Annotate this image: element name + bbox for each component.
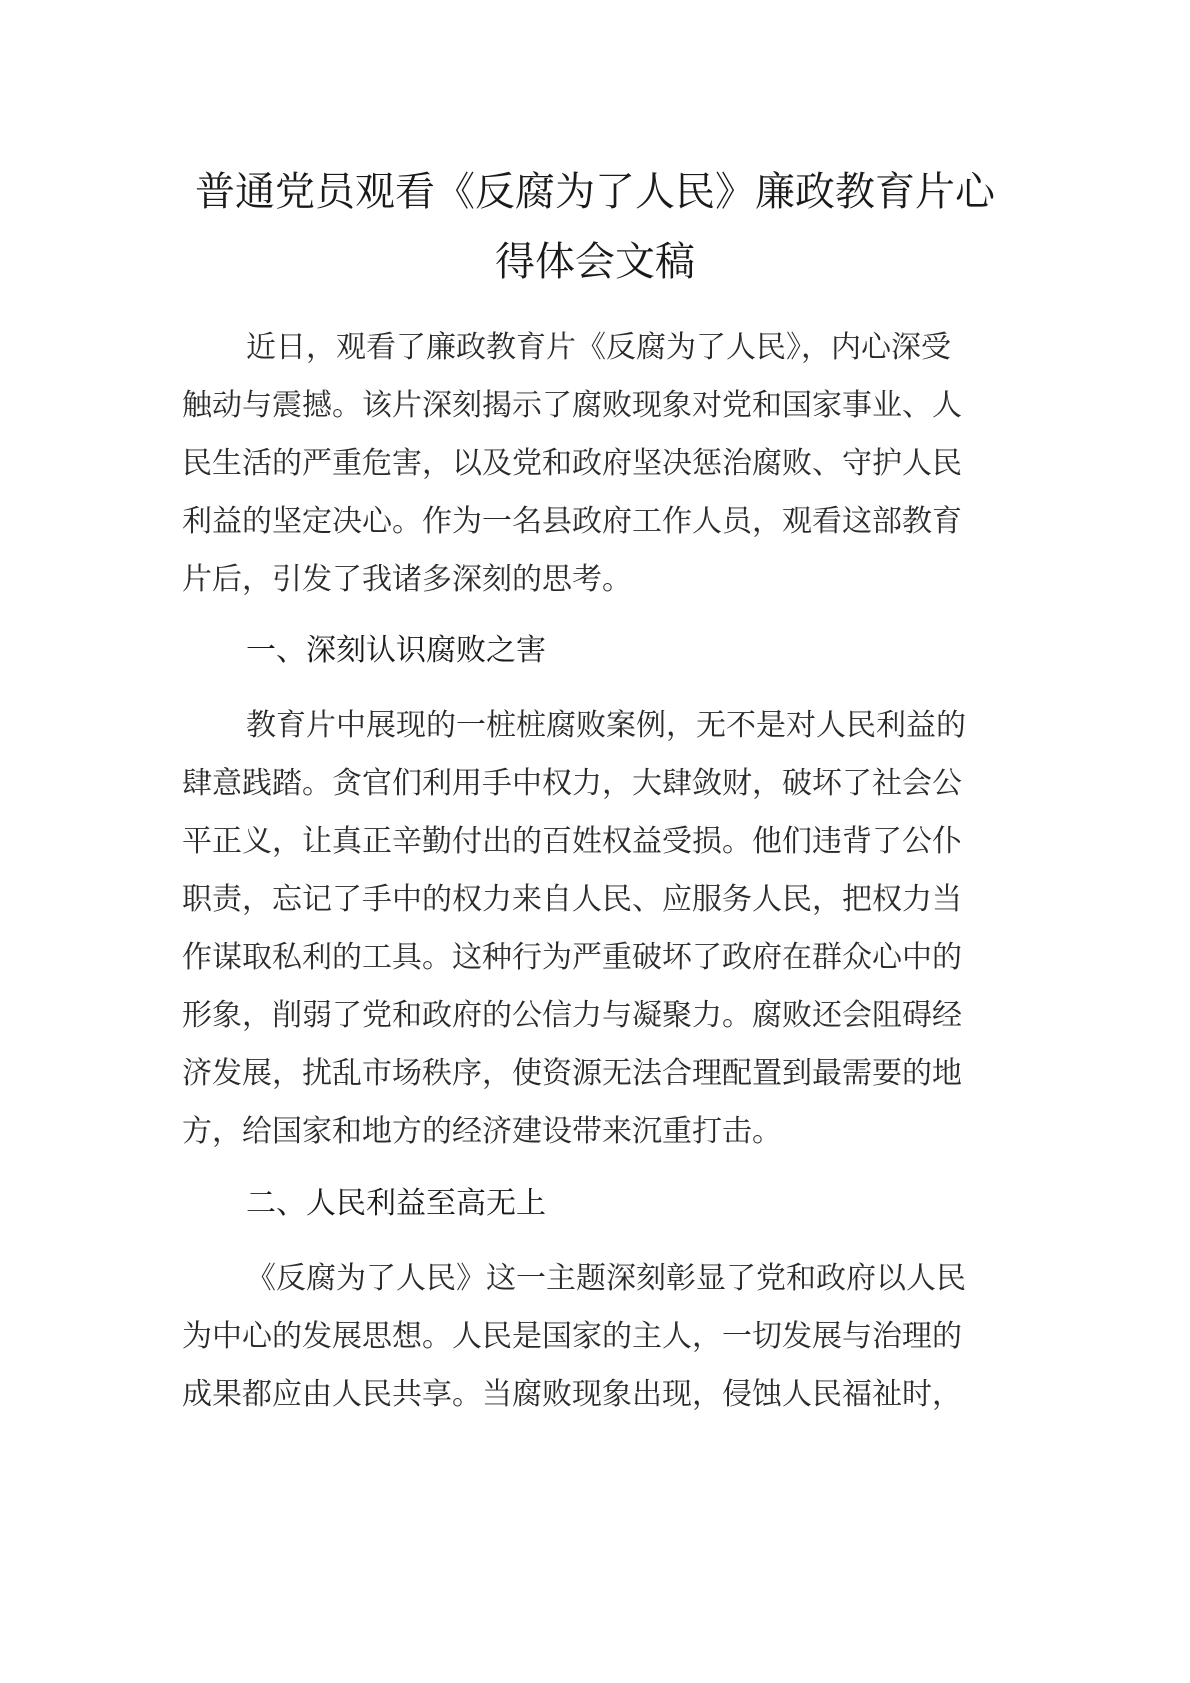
paragraph-1-line: 片后，引发了我诸多深刻的思考。 xyxy=(182,562,632,597)
paragraph-1-line: 触动与震撼。该片深刻揭示了腐败现象对党和国家事业、人 xyxy=(182,388,962,423)
paragraph-1-line: 民生活的严重危害，以及党和政府坚决惩治腐败、守护人民 xyxy=(182,446,962,481)
section-heading-1: 一、深刻认识腐败之害 xyxy=(246,633,546,668)
paragraph-3-line: 为中心的发展思想。人民是国家的主人，一切发展与治理的 xyxy=(182,1319,962,1354)
document-title-line-1: 普通党员观看《反腐为了人民》廉政教育片心 xyxy=(195,169,995,215)
paragraph-2-line: 方，给国家和地方的经济建设带来沉重打击。 xyxy=(182,1114,782,1149)
paragraph-2-line: 形象，削弱了党和政府的公信力与凝聚力。腐败还会阻碍经 xyxy=(182,998,962,1033)
paragraph-3-line: 成果都应由人民共享。当腐败现象出现，侵蚀人民福祉时， xyxy=(182,1377,962,1412)
paragraph-2-line: 平正义，让真正辛勤付出的百姓权益受损。他们违背了公仆 xyxy=(182,824,962,859)
paragraph-2-line: 作谋取私利的工具。这种行为严重破坏了政府在群众心中的 xyxy=(182,940,962,975)
document-title-line-2: 得体会文稿 xyxy=(495,239,695,285)
paragraph-2-line: 职责，忘记了手中的权力来自人民、应服务人民，把权力当 xyxy=(182,882,962,917)
paragraph-3-line: 《反腐为了人民》这一主题深刻彰显了党和政府以人民 xyxy=(246,1261,966,1296)
paragraph-2-line: 济发展，扰乱市场秩序，使资源无法合理配置到最需要的地 xyxy=(182,1056,962,1091)
section-heading-2: 二、人民利益至高无上 xyxy=(246,1186,546,1221)
paragraph-1-line: 近日，观看了廉政教育片《反腐为了人民》，内心深受 xyxy=(246,330,951,365)
paragraph-2-line: 教育片中展现的一桩桩腐败案例，无不是对人民利益的 xyxy=(246,708,966,743)
paragraph-2-line: 肆意践踏。贪官们利用手中权力，大肆敛财，破坏了社会公 xyxy=(182,766,962,801)
paragraph-1-line: 利益的坚定决心。作为一名县政府工作人员，观看这部教育 xyxy=(182,504,962,539)
